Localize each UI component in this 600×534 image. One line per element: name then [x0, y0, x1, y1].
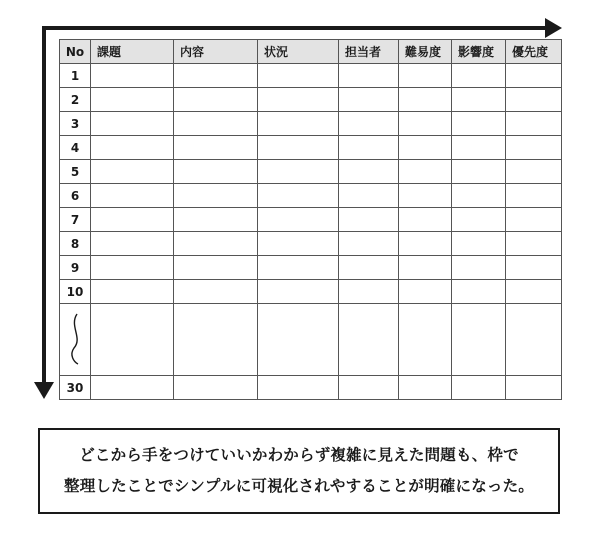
empty-cell	[91, 160, 174, 184]
empty-cell	[258, 112, 339, 136]
empty-cell	[174, 232, 258, 256]
empty-cell	[339, 88, 399, 112]
caption-box	[38, 428, 560, 514]
empty-cell	[506, 256, 562, 280]
empty-cell	[91, 256, 174, 280]
empty-cell	[452, 376, 506, 400]
empty-cell	[399, 280, 452, 304]
table-row	[60, 232, 562, 256]
empty-cell	[91, 232, 174, 256]
empty-cell	[399, 88, 452, 112]
empty-cell	[399, 208, 452, 232]
empty-cell	[506, 232, 562, 256]
empty-cell	[174, 280, 258, 304]
empty-cell	[452, 112, 506, 136]
empty-cell	[258, 88, 339, 112]
empty-cell	[339, 112, 399, 136]
empty-cell	[91, 64, 174, 88]
empty-cell	[174, 304, 258, 376]
empty-cell	[258, 136, 339, 160]
empty-cell	[174, 256, 258, 280]
empty-cell	[174, 160, 258, 184]
caption-text	[64, 440, 534, 502]
empty-cell	[506, 88, 562, 112]
header-cell: 状況	[258, 40, 339, 64]
empty-cell	[91, 304, 174, 376]
header-cell: 内容	[174, 40, 258, 64]
table-row	[60, 376, 562, 400]
table-row	[60, 304, 562, 376]
header-row	[60, 40, 562, 64]
down-arrowhead-icon	[34, 382, 54, 399]
row-number: 9	[60, 256, 91, 280]
row-number: 8	[60, 232, 91, 256]
empty-cell	[452, 232, 506, 256]
empty-cell	[452, 208, 506, 232]
empty-cell	[258, 376, 339, 400]
empty-cell	[506, 160, 562, 184]
empty-cell	[258, 184, 339, 208]
empty-cell	[174, 376, 258, 400]
empty-cell	[258, 64, 339, 88]
empty-cell	[452, 304, 506, 376]
empty-cell	[339, 280, 399, 304]
empty-cell	[91, 88, 174, 112]
task-table	[59, 39, 562, 400]
empty-cell	[452, 256, 506, 280]
empty-cell	[258, 256, 339, 280]
row-number: 2	[60, 88, 91, 112]
empty-cell	[399, 112, 452, 136]
empty-cell	[174, 136, 258, 160]
empty-cell	[506, 112, 562, 136]
table-row	[60, 64, 562, 88]
caption-line-1: どこから手をつけていいかわからず複雑に見えた問題も、枠で	[79, 446, 519, 464]
wavy-break-icon	[60, 304, 91, 372]
table-row	[60, 112, 562, 136]
empty-cell	[174, 88, 258, 112]
table-row	[60, 280, 562, 304]
empty-cell	[339, 256, 399, 280]
empty-cell	[339, 232, 399, 256]
empty-cell	[399, 256, 452, 280]
empty-cell	[506, 304, 562, 376]
empty-cell	[452, 184, 506, 208]
header-cell: 課題	[91, 40, 174, 64]
empty-cell	[91, 208, 174, 232]
empty-cell	[452, 88, 506, 112]
table-row	[60, 208, 562, 232]
header-no: No	[60, 40, 91, 64]
empty-cell	[506, 136, 562, 160]
empty-cell	[91, 112, 174, 136]
table-row	[60, 160, 562, 184]
empty-cell	[91, 136, 174, 160]
empty-cell	[339, 184, 399, 208]
empty-cell	[339, 208, 399, 232]
caption-line-2: 整理したことでシンプルに可視化されやすることが明確になった。	[64, 477, 534, 495]
empty-cell	[506, 280, 562, 304]
empty-cell	[399, 136, 452, 160]
empty-cell	[506, 376, 562, 400]
empty-cell	[399, 184, 452, 208]
row-number: 1	[60, 64, 91, 88]
empty-cell	[258, 160, 339, 184]
empty-cell	[452, 160, 506, 184]
empty-cell	[174, 112, 258, 136]
empty-cell	[339, 160, 399, 184]
empty-cell	[452, 136, 506, 160]
row-number: 7	[60, 208, 91, 232]
table-row	[60, 136, 562, 160]
right-arrowhead-icon	[545, 18, 562, 38]
empty-cell	[174, 208, 258, 232]
empty-cell	[91, 280, 174, 304]
empty-cell	[258, 208, 339, 232]
header-cell: 影響度	[452, 40, 506, 64]
empty-cell	[91, 184, 174, 208]
empty-cell	[339, 376, 399, 400]
row-number: 6	[60, 184, 91, 208]
empty-cell	[258, 232, 339, 256]
table-row	[60, 184, 562, 208]
empty-cell	[506, 208, 562, 232]
header-cell: 難易度	[399, 40, 452, 64]
row-number: 30	[60, 376, 91, 400]
header-cell: 優先度	[506, 40, 562, 64]
header-cell: 担当者	[339, 40, 399, 64]
empty-cell	[258, 304, 339, 376]
row-number: 4	[60, 136, 91, 160]
empty-cell	[91, 376, 174, 400]
empty-cell	[339, 136, 399, 160]
empty-cell	[452, 280, 506, 304]
empty-cell	[174, 184, 258, 208]
row-number: 10	[60, 280, 91, 304]
table-row	[60, 256, 562, 280]
empty-cell	[506, 184, 562, 208]
table-body	[60, 64, 562, 400]
table-row	[60, 88, 562, 112]
empty-cell	[399, 64, 452, 88]
row-number: 3	[60, 112, 91, 136]
empty-cell	[399, 376, 452, 400]
omission-cell	[60, 304, 91, 376]
empty-cell	[339, 64, 399, 88]
empty-cell	[399, 232, 452, 256]
empty-cell	[506, 64, 562, 88]
row-number: 5	[60, 160, 91, 184]
empty-cell	[174, 64, 258, 88]
empty-cell	[399, 160, 452, 184]
empty-cell	[452, 64, 506, 88]
empty-cell	[399, 304, 452, 376]
empty-cell	[339, 304, 399, 376]
empty-cell	[258, 280, 339, 304]
